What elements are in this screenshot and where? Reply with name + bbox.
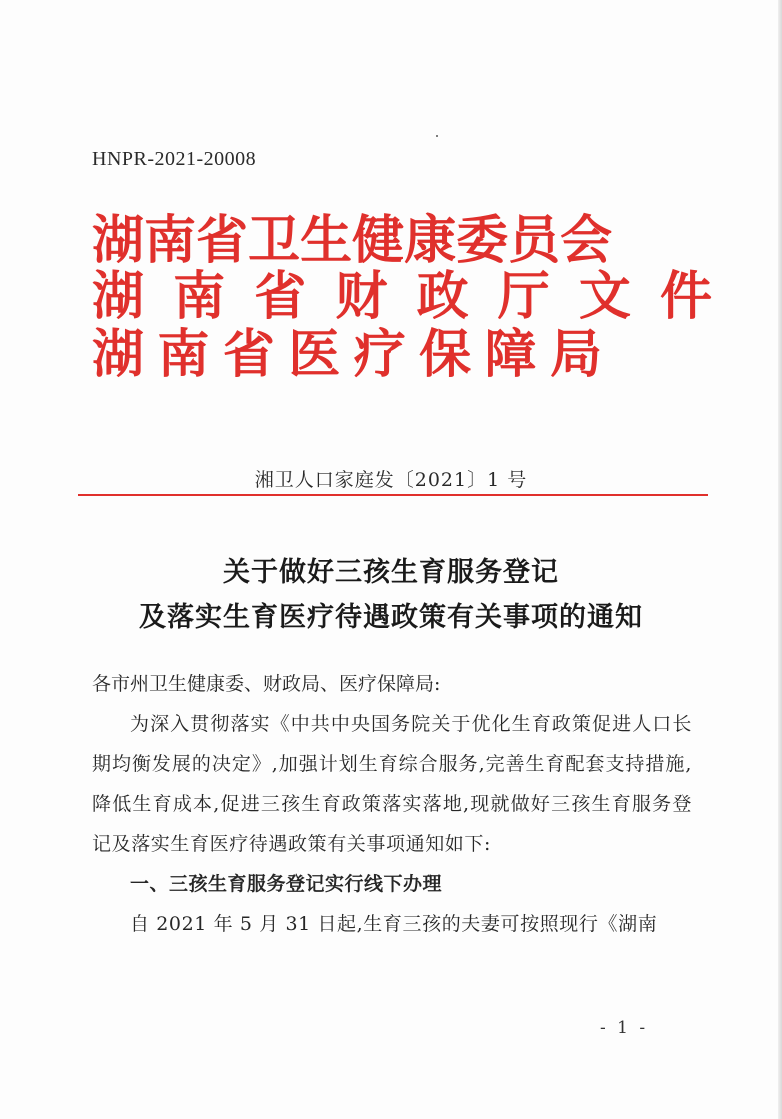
masthead-char: 财 [335,266,388,327]
section-heading-1: 一、三孩生育服务登记实行线下办理 [130,873,443,895]
masthead-char: 会 [560,210,613,271]
masthead-char: 省 [196,210,249,271]
masthead-char: 局 [549,324,602,385]
masthead-char: 湖 [92,266,145,327]
masthead-char: 卫 [248,210,301,271]
document-id: HNPR-2021-20008 [92,148,257,170]
section-1-paragraph: 自 2021 年 5 月 31 日起,生育三孩的夫妻可按照现行《湖南 [130,913,658,935]
masthead-char: 厅 [497,266,550,327]
masthead-char: 康 [404,210,457,271]
document-title-line-2: 及落实生育医疗待遇政策有关事项的通知 [139,602,643,633]
salutation: 各市州卫生健康委、财政局、医疗保障局: [92,673,441,695]
masthead-char: 南 [144,210,197,271]
masthead-char: 省 [222,324,275,385]
scan-edge-shadow [778,0,782,1119]
masthead-char: 健 [352,210,405,271]
intro-paragraph: 为深入贯彻落实《中共中央国务院关于优化生育政策促进人口长期均衡发展的决定》,加强计划生育综合服务,完善生育配套支持措施,降低生育成本,促进三孩生育政策落实落地,现就做好三孩生育服务登记及落实生育医疗待遇政策有关事项通知如下: [92,713,692,855]
masthead-char: 委 [456,210,509,271]
masthead-char: 湖 [92,324,145,385]
masthead-char: 湖 [92,210,145,271]
masthead-char: 件 [659,266,712,327]
red-divider-line [78,494,708,496]
masthead-line-2 [92,268,712,326]
masthead-char: 员 [508,210,561,271]
masthead-char: 政 [416,266,469,327]
masthead-char: 南 [173,266,226,327]
masthead-char: 南 [157,324,210,385]
masthead-char: 生 [300,210,353,271]
page-number: - 1 - [600,1018,649,1038]
document-title-line-1: 关于做好三孩生育服务登记 [223,557,559,588]
document-body [92,664,692,944]
document-number: 湘卫人口家庭发〔2021〕1 号 [254,469,528,491]
masthead-char: 省 [254,266,307,327]
masthead-char: 文 [578,266,631,327]
masthead-char: 疗 [353,324,406,385]
masthead-char: 障 [484,324,537,385]
masthead-char: 医 [288,324,341,385]
scan-speck [436,135,438,137]
masthead-line-3 [92,326,602,384]
masthead-line-1 [92,210,613,271]
masthead-char: 保 [419,324,472,385]
